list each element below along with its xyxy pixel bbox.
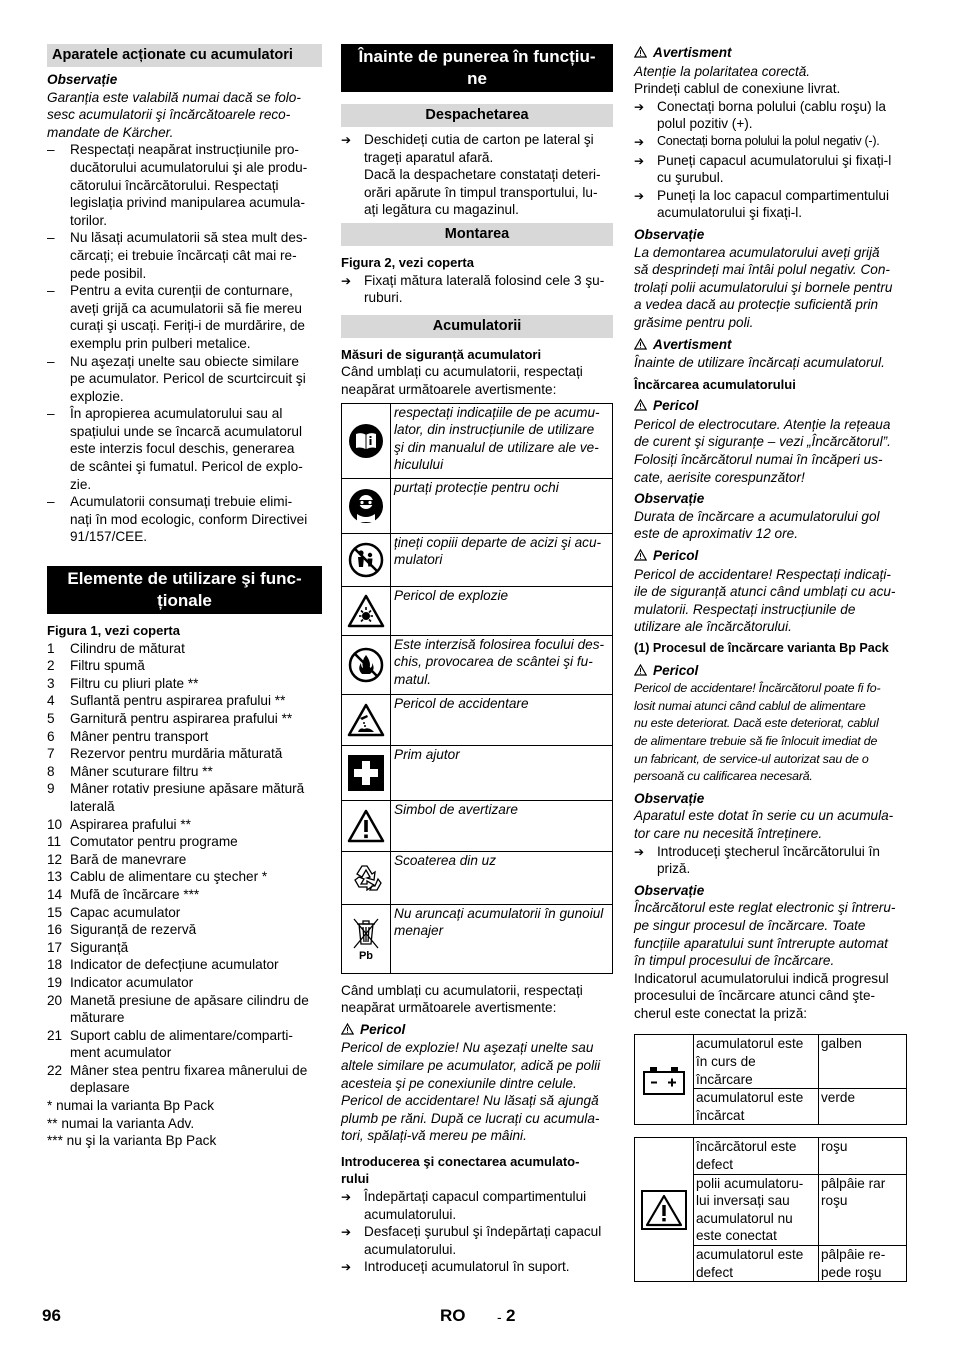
battery-icon bbox=[635, 1064, 693, 1096]
item-number: 2 bbox=[47, 658, 55, 674]
column-2 bbox=[341, 44, 613, 1277]
step-text: Puneți capacul acumulatorului şi fixați-l cu şurubul. bbox=[657, 152, 892, 186]
list-item bbox=[47, 868, 322, 886]
symbol-text: Scoaterea din uz bbox=[391, 851, 613, 904]
item-number: 9 bbox=[47, 781, 55, 797]
status-row bbox=[635, 1138, 907, 1174]
item-number: 22 bbox=[47, 1062, 63, 1078]
dash-marker bbox=[47, 282, 70, 352]
note-label-2: Observație bbox=[634, 491, 705, 507]
item-text: Mâner stea pentru fixarea mânerului de deplasare bbox=[70, 1062, 308, 1096]
status-indicator: pâlpâie rar roşu bbox=[819, 1174, 907, 1245]
list-item bbox=[47, 921, 322, 939]
status-row bbox=[635, 1035, 907, 1089]
symbol-cell bbox=[342, 745, 391, 800]
symbol-row bbox=[342, 533, 613, 586]
list-item bbox=[47, 728, 322, 746]
list-item-text: Acumulatorii consumați trebuie elimi- nați în mod ecologic, conform Directivei 91/157/CEE. bbox=[70, 494, 308, 545]
footnote: ** numai la varianta Adv. bbox=[47, 1115, 195, 1131]
item-number: 8 bbox=[47, 763, 55, 779]
symbol-row bbox=[342, 478, 613, 533]
battery-safety-intro-2: Când umblați cu acumulatorii, respectați neapărat următoarele avertismente: bbox=[341, 982, 583, 1016]
item-number: 4 bbox=[47, 693, 55, 709]
column-3 bbox=[634, 44, 907, 1282]
item-text: Suport cablu de alimentare/comparti- ment acumulator bbox=[70, 1027, 293, 1061]
footnotes bbox=[47, 1097, 322, 1150]
parts-list bbox=[47, 640, 322, 1097]
step bbox=[634, 152, 907, 187]
list-item bbox=[47, 956, 322, 974]
note-label: Observație bbox=[47, 72, 118, 87]
item-text: Mâner rotativ presiune apăsare mătură laterală bbox=[70, 781, 305, 814]
note-text-1: La demontarea acumulatorului aveți grijă să desprindeți mai întâi polul negativ. Con- trolați polii acumulatorului şi bornele pentru a vedea dacă au protecție suficientă prin grăsime pentru poli. bbox=[634, 244, 893, 330]
item-text: Manetă presiune de apăsare cilindru de măturare bbox=[70, 992, 309, 1026]
symbol-cell bbox=[342, 635, 391, 694]
arrow-icon bbox=[634, 133, 657, 152]
battery-status-table bbox=[634, 1034, 907, 1125]
list-item bbox=[47, 886, 322, 904]
warning-icon bbox=[634, 663, 647, 681]
step-text: Conectați borna polului (cablu roşu) la polul pozitiv (+). bbox=[657, 98, 886, 132]
footer-separator: - bbox=[497, 1309, 502, 1325]
symbol-label: Pb bbox=[358, 949, 374, 962]
note-text: Garanția este valabilă numai dacă se folo- sesc acumulatorii şi încărcătoarele reco- mandate de Kärcher. bbox=[47, 89, 301, 140]
step bbox=[341, 1258, 613, 1277]
item-text: Filtru spumă bbox=[70, 658, 145, 674]
symbol-text: Pericol de accidentare bbox=[391, 694, 613, 745]
danger-label-1: Pericol bbox=[634, 397, 907, 416]
item-text: Cilindru de măturat bbox=[70, 640, 185, 656]
explosion-icon bbox=[342, 587, 390, 635]
symbol-text: purtați protecție pentru ochi bbox=[391, 478, 613, 533]
list-item bbox=[47, 405, 322, 493]
symbol-text: respectați indicațiile de pe acumu- lator, din instrucțiunile de utilizare şi din manualul de utilizare ale ve- hiculului bbox=[391, 403, 613, 478]
symbol-cell bbox=[342, 904, 391, 973]
status-indicator: galben bbox=[819, 1035, 907, 1089]
status-description: acumulatorul este încărcat bbox=[694, 1089, 819, 1125]
section-heading-battery-devices: Aparatele acționate cu acumulatori bbox=[47, 44, 322, 67]
item-text: Comutator pentru programe bbox=[70, 834, 238, 850]
danger-text-1: Pericol de electrocutare. Atenție la rețeaua de curent şi siguranțe – vezi „Încărcătorul”. Folosiți încărcătorul numai în încăperi us- cate, aerisite corespunzător! bbox=[634, 416, 891, 485]
symbol-row bbox=[342, 745, 613, 800]
list-item bbox=[47, 640, 322, 658]
item-number: 20 bbox=[47, 992, 63, 1008]
list-item bbox=[47, 745, 322, 763]
step bbox=[341, 1223, 613, 1258]
list-item bbox=[47, 974, 322, 992]
note-text-4: Încărcătorul este reglat electronic şi întreru- pe singur procesul de încărcare. Toate funcțiile aparatului sunt întrerupte automat în timpul procesului de încărcare. bbox=[634, 900, 896, 969]
item-text: Mufă de încărcare *** bbox=[70, 886, 200, 902]
symbol-cell bbox=[342, 851, 391, 904]
symbol-row bbox=[342, 403, 613, 478]
step-text: Îndepărtați capacul compartimentului acumulatorului. bbox=[364, 1189, 587, 1222]
symbol-text: Prim ajutor bbox=[391, 745, 613, 800]
status-description: polii acumulatoru- lui inversați sau acumulatorul nu este conectat bbox=[694, 1174, 819, 1245]
fault-status-table bbox=[634, 1137, 907, 1282]
insert-battery-heading: Introducerea şi conectarea acumulato- rului bbox=[341, 1153, 580, 1187]
list-item-text: Respectați neapărat instrucțiunile pro- ducătorului acumulatorului şi ale produ- cătorului încărcătorului. Respectați legislația privind manipularea acumula- torilor. bbox=[70, 142, 308, 228]
dash-marker bbox=[47, 405, 70, 493]
warning-icon bbox=[634, 548, 647, 566]
footnote: *** nu şi la varianta Bp Pack bbox=[47, 1133, 217, 1149]
symbol-cell bbox=[342, 586, 391, 635]
list-item-text: Pentru a evita curenții de conturnare, aveți grijă ca acumulatorii să fie mereu curați şi uscați. Feriți-i de murdărire, de exemplu prin pulberi metalice. bbox=[70, 283, 305, 351]
symbol-row bbox=[342, 694, 613, 745]
item-number: 15 bbox=[47, 904, 63, 920]
list-item bbox=[47, 692, 322, 710]
list-item bbox=[47, 851, 322, 869]
symbol-text: Simbol de avertizare bbox=[391, 800, 613, 851]
step-text: Introduceți acumulatorul în suport. bbox=[364, 1259, 570, 1275]
symbol-cell bbox=[342, 800, 391, 851]
subsection-unpacking: Despachetarea bbox=[341, 104, 613, 127]
step bbox=[634, 133, 907, 152]
list-item bbox=[47, 141, 322, 229]
status-description: acumulatorul este în curs de încărcare bbox=[694, 1035, 819, 1089]
first-aid-icon bbox=[342, 746, 390, 800]
item-number: 19 bbox=[47, 974, 63, 990]
step-text: Puneți la loc capacul compartimentului acumulatorului şi fixați-l. bbox=[657, 187, 889, 221]
item-number: 6 bbox=[47, 728, 55, 744]
goggles-icon bbox=[342, 479, 390, 533]
item-text: Capac acumulator bbox=[70, 904, 181, 920]
warning-icon bbox=[634, 45, 647, 63]
item-number: 16 bbox=[47, 922, 63, 938]
symbol-text: Pericol de explozie bbox=[391, 586, 613, 635]
warning-text-1: Atenție la polaritatea corectă. bbox=[634, 63, 811, 79]
recycle-icon bbox=[342, 852, 390, 904]
arrow-icon bbox=[341, 1258, 364, 1277]
list-item bbox=[47, 1027, 322, 1062]
item-text: Indicator acumulator bbox=[70, 974, 194, 990]
step-unpacking: ➔ Deschideți cutia de carton pe lateral şi trageți aparatul afară. bbox=[341, 131, 613, 166]
figure-reference: Figura 1, vezi coperta bbox=[47, 623, 180, 639]
acid-icon bbox=[342, 695, 390, 745]
indicator-text: Indicatorul acumulatorului indică progresul procesului de încărcare atunci când şte- cherul este conectat la priză: bbox=[634, 970, 889, 1021]
subsection-batteries: Acumulatorii bbox=[341, 315, 613, 338]
arrow-icon bbox=[634, 98, 657, 133]
insert-battery-steps bbox=[341, 1188, 613, 1277]
warning-icon bbox=[634, 398, 647, 416]
page-number: 96 bbox=[42, 1306, 61, 1325]
step-text: Conectați borna polului la polul negativ (-). bbox=[657, 133, 880, 148]
list-item bbox=[47, 833, 322, 851]
dash-marker bbox=[47, 493, 70, 546]
charging-process-heading: (1) Procesul de încărcare varianta Bp Pack bbox=[634, 641, 889, 655]
column-1 bbox=[47, 44, 322, 1150]
list-item bbox=[47, 763, 322, 781]
note-text-3: Aparatul este dotat în serie cu un acumula- tor care nu necesită întreținere. bbox=[634, 808, 894, 841]
list-item bbox=[47, 229, 322, 282]
danger-label-2: Pericol bbox=[634, 547, 907, 566]
book-icon bbox=[342, 404, 390, 478]
no-fire-icon bbox=[342, 636, 390, 694]
danger-label: Pericol bbox=[341, 1021, 613, 1040]
symbol-cell bbox=[342, 533, 391, 586]
symbol-row bbox=[342, 800, 613, 851]
item-number: 7 bbox=[47, 746, 55, 762]
step-assembly: ➔ Fixați mătura laterală folosind cele 3 şu- ruburi. bbox=[341, 272, 613, 307]
step bbox=[634, 98, 907, 133]
item-number: 17 bbox=[47, 939, 63, 955]
charging-heading: Încărcarea acumulatorului bbox=[634, 376, 796, 392]
list-item bbox=[47, 780, 322, 815]
warning-icon bbox=[342, 801, 390, 851]
item-number: 1 bbox=[47, 640, 55, 656]
warning-label-1: Avertisment bbox=[634, 44, 907, 63]
dash-marker bbox=[47, 141, 70, 229]
symbol-cell bbox=[342, 403, 391, 478]
safety-symbols-table bbox=[341, 403, 613, 974]
section-heading-controls: Elemente de utilizare şi func- ționale bbox=[47, 566, 322, 614]
language-code: RO bbox=[440, 1306, 466, 1325]
subsection-assembly: Montarea bbox=[341, 223, 613, 246]
list-item-text: În apropierea acumulatorului sau al spațiului unde se încarcă acumulatorul este interzis focul deschis, generarea de scântei şi fumatul. Pericol de explo- zie. bbox=[70, 406, 303, 492]
status-description: acumulatorul este defect bbox=[694, 1246, 819, 1282]
symbol-cell bbox=[342, 478, 391, 533]
list-item bbox=[47, 816, 322, 834]
list-item bbox=[47, 675, 322, 693]
status-icon-cell bbox=[635, 1138, 694, 1282]
symbol-row bbox=[342, 635, 613, 694]
item-number: 11 bbox=[47, 834, 62, 850]
status-indicator: verde bbox=[819, 1089, 907, 1125]
danger-label-3: Pericol bbox=[634, 662, 907, 681]
item-number: 3 bbox=[47, 675, 55, 691]
item-number: 18 bbox=[47, 957, 63, 973]
note-text-2: Durata de încărcare a acumulatorului gol este de aproximativ 12 ore. bbox=[634, 508, 880, 542]
list-item bbox=[47, 710, 322, 728]
section-heading-before-start: Înainte de punerea în funcțiu- ne bbox=[341, 44, 613, 92]
arrow-icon bbox=[634, 187, 657, 222]
arrow-icon bbox=[341, 1188, 364, 1223]
item-text: Mâner pentru transport bbox=[70, 728, 209, 744]
crossed-bin-icon bbox=[342, 905, 390, 973]
dash-marker bbox=[47, 229, 70, 282]
list-item bbox=[47, 353, 322, 406]
danger-text-2: Pericol de accidentare! Respectați indicați- ile de siguranță atunci când umblați cu acu- mulatorii. Respectați instrucțiunile de utilizare ale încărcătorului. bbox=[634, 566, 896, 635]
item-text: Siguranță bbox=[70, 939, 129, 955]
symbol-row bbox=[342, 586, 613, 635]
connect-steps bbox=[634, 98, 907, 222]
note-label-4: Observație bbox=[634, 882, 705, 898]
symbol-row bbox=[342, 851, 613, 904]
item-text: Mâner scuturare filtru ** bbox=[70, 763, 213, 779]
note-label-1: Observație bbox=[634, 226, 705, 242]
unpacking-note: Dacă la despachetare constatați deteri- orări apărute în timpul transportului, lu- ați legătura cu magazinul. bbox=[364, 167, 601, 218]
list-item bbox=[47, 904, 322, 922]
list-item-text: Nu lăsați acumulatorii să stea mult des- cărcați; ei trebuie încărcați cât mai re- pede posibil. bbox=[70, 230, 308, 281]
item-number: 14 bbox=[47, 886, 63, 902]
item-number: 21 bbox=[47, 1027, 63, 1043]
connect-cable-text: Prindeți cablul de conexiune livrat. bbox=[634, 81, 841, 97]
item-text: Rezervor pentru murdăria măturată bbox=[70, 746, 283, 762]
warning-icon bbox=[635, 1190, 693, 1230]
item-text: Aspirarea prafului ** bbox=[70, 816, 191, 832]
warning-icon bbox=[341, 1022, 354, 1040]
step-plug-in: ➔ Introduceți ştecherul încărcătorului în priză. bbox=[634, 843, 907, 878]
step bbox=[634, 187, 907, 222]
safety-dash-list bbox=[47, 141, 322, 546]
item-text: Suflantă pentru aspirarea prafului ** bbox=[70, 693, 286, 709]
step bbox=[341, 1188, 613, 1223]
arrow-icon bbox=[634, 152, 657, 187]
warning-text-2: Înainte de utilizare încărcați acumulatorul. bbox=[634, 355, 885, 371]
symbol-text: Nu aruncați acumulatorii în gunoiul menajer bbox=[391, 904, 613, 973]
children-icon bbox=[342, 534, 390, 586]
item-text: Cablu de alimentare cu ştecher * bbox=[70, 869, 268, 885]
status-indicator: pâlpâie re- pede roşu bbox=[819, 1246, 907, 1282]
item-text: Siguranță de rezervă bbox=[70, 922, 197, 938]
note-label-3: Observație bbox=[634, 790, 705, 806]
item-text: Filtru cu pliuri plate ** bbox=[70, 675, 199, 691]
step-text: Desfaceți şurubul şi îndepărtați capacul acumulatorului. bbox=[364, 1224, 602, 1257]
warning-icon bbox=[634, 337, 647, 355]
danger-text: Pericol de explozie! Nu aşezați unelte sau altele similare pe acumulator, adică pe polii acesteia şi pe conexiunile dintre celule. Pericol de accidentare! Nu lăsați să ajungă plumb pe răni. După ce lucrați cu acumula- tori, spălați-vă mereu pe mâini. bbox=[341, 1040, 601, 1144]
footnote: * numai la varianta Bp Pack bbox=[47, 1098, 214, 1114]
dash-marker bbox=[47, 353, 70, 406]
symbol-text: Este interzisă folosirea focului des- chis, provocarea de scântei şi fu- matul. bbox=[391, 635, 613, 694]
section-number: 2 bbox=[506, 1306, 516, 1325]
item-number: 10 bbox=[47, 816, 63, 832]
symbol-row bbox=[342, 904, 613, 973]
figure-reference-2: Figura 2, vezi coperta bbox=[341, 254, 474, 270]
list-item bbox=[47, 657, 322, 675]
status-icon-cell bbox=[635, 1035, 694, 1125]
item-number: 5 bbox=[47, 711, 55, 726]
battery-safety-heading: Măsuri de siguranță acumulatori bbox=[341, 346, 542, 362]
symbol-text: țineți copiii departe de acizi şi acu- mulatori bbox=[391, 533, 613, 586]
list-item bbox=[47, 939, 322, 957]
list-item bbox=[47, 282, 322, 352]
list-item-text: Nu aşezați unelte sau obiecte similare pe acumulator. Pericol de scurtcircuit şi explozie. bbox=[70, 353, 306, 404]
item-number: 13 bbox=[47, 869, 63, 885]
item-number: 12 bbox=[47, 851, 63, 867]
list-item bbox=[47, 493, 322, 546]
arrow-icon bbox=[341, 1223, 364, 1258]
status-indicator: roşu bbox=[819, 1138, 907, 1174]
warning-label-2: Avertisment bbox=[634, 336, 907, 355]
item-text: Garnitură pentru aspirarea prafului ** bbox=[70, 711, 293, 726]
item-text: Indicator de defecțiune acumulator bbox=[70, 957, 279, 973]
item-text: Bară de manevrare bbox=[70, 851, 187, 867]
danger-text-3: Pericol de accidentare! Încărcătorul poate fi fo- losit numai atunci când cablul de alimentare nu este deteriorat. Dacă este deteriorat, cablul de alimentare trebuie să fie înlocuit imediat de un fabricant, de service-ul autorizat sau de o persoană cu calificarea necesară. bbox=[634, 681, 881, 784]
battery-safety-intro: Când umblați cu acumulatorii, respectați neapărat următoarele avertismente: bbox=[341, 364, 583, 397]
list-item bbox=[47, 1062, 322, 1097]
list-item bbox=[47, 992, 322, 1027]
symbol-cell bbox=[342, 694, 391, 745]
status-description: încărcătorul este defect bbox=[694, 1138, 819, 1174]
